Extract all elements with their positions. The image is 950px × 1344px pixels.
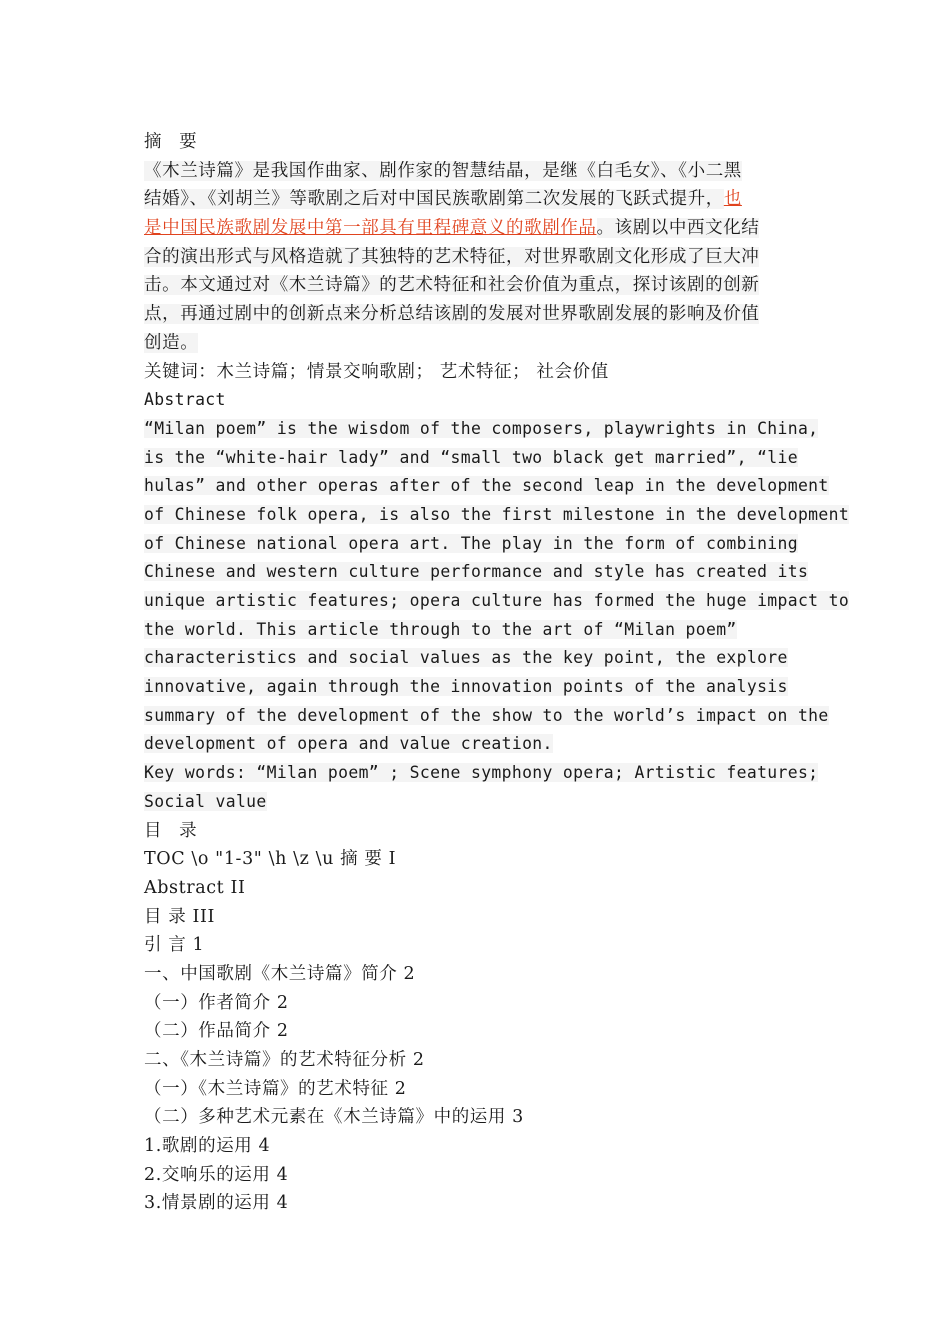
- abstract-en-line: development of opera and value creation.: [144, 734, 553, 754]
- document-page: [144, 128, 850, 1218]
- abstract-en-line: is the “white-hair lady” and “small two black get married”, “lie: [144, 447, 798, 467]
- toc-entry[interactable]: （二）作品简介 2: [144, 1021, 289, 1042]
- abstract-en-line: of Chinese national opera art. The play in the form of combining: [144, 533, 798, 553]
- toc-entry[interactable]: 目 录 III: [144, 906, 216, 927]
- highlighted-text: 是中国民族歌剧发展中第一部具有里程碑意义的歌剧作品: [144, 218, 597, 239]
- keywords-en-line: Social value: [144, 791, 267, 811]
- abstract-cn-line: 《木兰诗篇》是我国作曲家、剧作家的智慧结晶，是继《白毛女》、《小二黑: [144, 160, 742, 181]
- toc-entry[interactable]: 一、中国歌剧《木兰诗篇》简介 2: [144, 963, 416, 984]
- abstract-en-line: “Milan poem” is the wisdom of the composers, playwrights in China,: [144, 418, 819, 438]
- toc-entry[interactable]: （一）《木兰诗篇》的艺术特征 2: [144, 1078, 407, 1099]
- toc-entry[interactable]: （一）作者简介 2: [144, 992, 289, 1013]
- toc-entry[interactable]: TOC \o "1-3" \h \z \u 摘 要 I: [144, 849, 397, 870]
- keywords-en-line: Key words: “Milan poem” ; Scene symphony opera; Artistic features;: [144, 763, 819, 783]
- abstract-en-line: Chinese and western culture performance and style has created its: [144, 562, 809, 582]
- keywords-cn: 关键词：木兰诗篇；情景交响歌剧； 艺术特征； 社会价值: [144, 361, 609, 382]
- abstract-en-line: of Chinese folk opera, is also the first milestone in the development: [144, 504, 850, 524]
- toc-entry[interactable]: 二、《木兰诗篇》的艺术特征分析 2: [144, 1050, 425, 1070]
- toc-heading: 目 录: [144, 820, 203, 841]
- abstract-cn-heading: 摘 要: [144, 132, 203, 152]
- abstract-cn-line: 结婚》、《刘胡兰》等歌剧之后对中国民族歌剧第二次发展的飞跃式提升，也: [144, 189, 742, 210]
- abstract-en-line: the world. This article through to the art of “Milan poem”: [144, 619, 737, 639]
- toc-entry[interactable]: 引 言 1: [144, 935, 205, 956]
- highlighted-text: 也: [723, 189, 742, 210]
- abstract-cn-line: 点，再通过剧中的创新点来分析总结该剧的发展对世界歌剧发展的影响及价值: [144, 304, 760, 325]
- abstract-en-line: innovative, again through the innovation points of the analysis: [144, 677, 788, 697]
- abstract-en-line: summary of the development of the show to the world’s impact on the: [144, 705, 829, 725]
- abstract-cn-line: 击。本文通过对《木兰诗篇》的艺术特征和社会价值为重点，探讨该剧的创新: [144, 275, 760, 296]
- toc-entry[interactable]: 1.歌剧的运用 4: [144, 1136, 271, 1157]
- abstract-en-line: unique artistic features; opera culture has formed the huge impact to: [144, 591, 850, 610]
- abstract-cn-line: 是中国民族歌剧发展中第一部具有里程碑意义的歌剧作品。该剧以中西文化结: [144, 218, 760, 239]
- abstract-en-line: characteristics and social values as the key point, the explore: [144, 648, 788, 668]
- abstract-cn-line: 合的演出形式与风格造就了其独特的艺术特征，对世界歌剧文化形成了巨大冲: [144, 246, 760, 267]
- abstract-en-heading: Abstract: [144, 390, 226, 410]
- abstract-en-line: hulas” and other operas after of the second leap in the development: [144, 476, 829, 496]
- toc-entry[interactable]: Abstract II: [144, 877, 246, 898]
- toc-entry[interactable]: 2.交响乐的运用 4: [144, 1164, 289, 1185]
- toc-entry[interactable]: 3.情景剧的运用 4: [144, 1193, 289, 1214]
- toc-entry[interactable]: （二）多种艺术元素在《木兰诗篇》中的运用 3: [144, 1107, 524, 1128]
- abstract-cn-line: 创造。: [144, 332, 199, 353]
